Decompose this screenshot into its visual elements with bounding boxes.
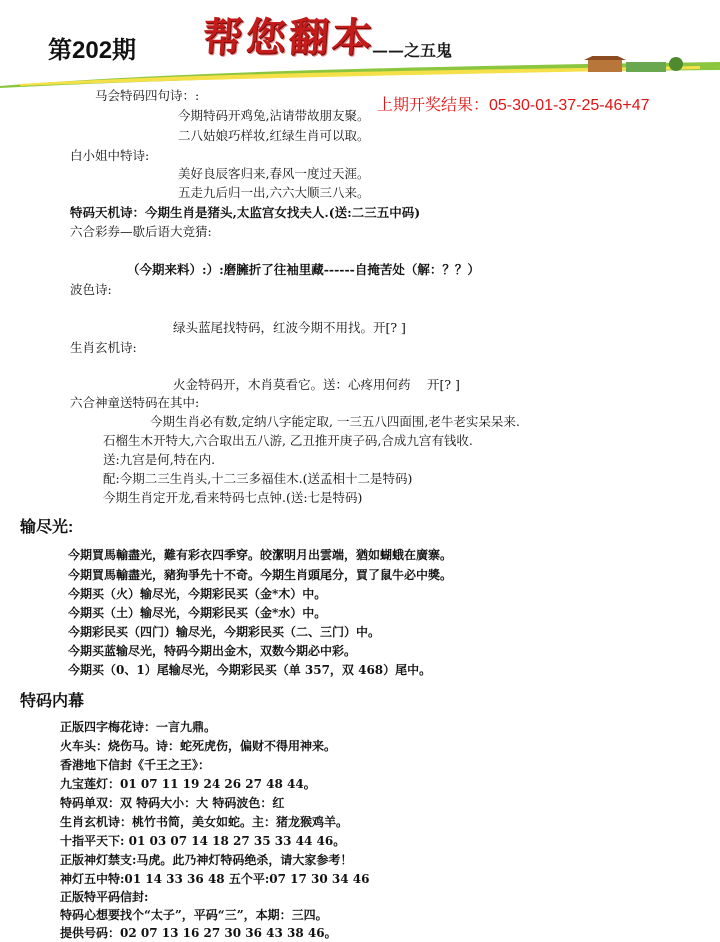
poem-heading-xiehouyu: 六合彩券—歇后语大竞猜: xyxy=(70,224,212,239)
inside-line: 香港地下信封《千王之王》： xyxy=(60,758,211,772)
lose-line: 今期买（0、1）尾输尽光，今期彩民买（单 357，双 468）尾中。 xyxy=(68,663,432,677)
inside-line: 提供号码：02 07 13 16 27 30 36 43 38 46。 xyxy=(60,926,337,940)
lose-line: 今期買馬輸盡光，豬狗爭先十不奇。今期生肖頭尾分，買了鼠牛必中獎。 xyxy=(68,568,453,582)
poem-line: 今期生肖必有数,定纳八字能定取, 一三五八四面围,老牛老实呆呆来. xyxy=(150,414,520,429)
poem-line: 二八姑娘巧样妆,红绿生肖可以取。 xyxy=(178,128,370,143)
inside-line: 特码单双：双 特码大小：大 特码波色：红 xyxy=(60,796,285,810)
issue-number: 第202期 xyxy=(48,37,137,64)
poem-heading-bose: 波色诗: xyxy=(70,282,112,297)
poem-line-riddle: （今期来料）:）:磨臃折了往袖里藏------自掩苦处（解：？？） xyxy=(127,262,480,277)
title-logo: 帮您翻本 xyxy=(201,14,377,61)
header-swoosh-decoration xyxy=(0,56,720,90)
inside-line: 火车头：烧伤马。诗：蛇死虎伤，偏财不得用神来。 xyxy=(60,739,337,753)
lose-line: 今期买（土）输尽光，今期彩民买（金*水）中。 xyxy=(68,606,327,620)
poem-line: 今期生肖定开龙,看来特码七点钟.(送:七是特码) xyxy=(103,490,363,505)
poem-line: 送:九宫是何,特在内. xyxy=(103,452,216,467)
poem-heading-xuanji: 生肖玄机诗: xyxy=(70,340,137,355)
inside-line: 正版四字梅花诗：一言九鼎。 xyxy=(60,720,217,734)
poem-line-tianji: 特码天机诗：今期生肖是猪头,太监宫女找夫人.(送:二三五中码) xyxy=(70,205,421,220)
inside-line: 正版特平码信封: xyxy=(60,890,149,904)
inside-line: 九宝莲灯：01 07 11 19 24 26 27 48 44。 xyxy=(60,777,316,791)
poem-line: 配:今期二三生肖头,十二三多福佳木.(送孟相十二是特码) xyxy=(103,471,413,486)
poem-heading-shentong: 六合神童送特码在其中: xyxy=(70,395,200,410)
poem-line: 美好良辰客归来,春风一度过天涯。 xyxy=(178,166,370,181)
lose-line: 今期买（火）输尽光，今期彩民买（金*木）中。 xyxy=(68,587,327,601)
section-title-inside: 特码内幕 xyxy=(20,693,85,710)
last-draw-result: 上期开奖结果：05-30-01-37-25-46+47 xyxy=(377,97,650,114)
inside-line: 生肖玄机诗：桃竹书简，美女如蛇。主：猪龙猴鸡羊。 xyxy=(60,815,349,829)
section-title-lose: 输尽光: xyxy=(20,519,74,536)
poem-line: 石榴生木开特大,六合取出五八游, 乙丑推开庚子码,合成九宫有钱收. xyxy=(103,433,473,448)
poem-line: 今期特码开鸡兔,沾请带故朋友聚。 xyxy=(178,108,370,123)
lose-line: 今期买蓝输尽光，特码今期出金木，双数今期必中彩。 xyxy=(68,644,357,658)
inside-line: 十指平天下: 01 03 07 14 18 27 35 33 44 46。 xyxy=(60,834,346,848)
inside-line: 特码心想要找个“太子”，平码“三”，本期：三四。 xyxy=(60,908,328,922)
lose-line: 今期彩民买（四门）输尽光，今期彩民买（二、三门）中。 xyxy=(68,625,381,639)
title-subtitle: ——之五鬼 xyxy=(372,41,453,60)
lose-line: 今期買馬輸盡光，難有彩衣四季穿。皎潔明月出雲端，猶如蝴蛾在廣寨。 xyxy=(68,548,453,562)
poem-heading-mahui: 马会特码四句诗：: xyxy=(95,88,200,103)
poem-heading-baixiaojie: 白小姐中特诗: xyxy=(70,148,150,163)
poem-line-xuanji: 火金特码开，木肖莫看它。送：心疼用何药 开[? ] xyxy=(173,377,460,392)
inside-line: 正版神灯禁支:马虎。此乃神灯特码绝杀，请大家参考！ xyxy=(60,853,353,867)
poem-line-bose: 绿头蓝尾找特码，红波今期不用找。开[? ] xyxy=(173,320,406,335)
poem-line: 五走九后归一出,六六大顺三八来。 xyxy=(178,185,370,200)
inside-line: 神灯五中特:01 14 33 36 48 五个平:07 17 30 34 46 xyxy=(60,872,370,886)
